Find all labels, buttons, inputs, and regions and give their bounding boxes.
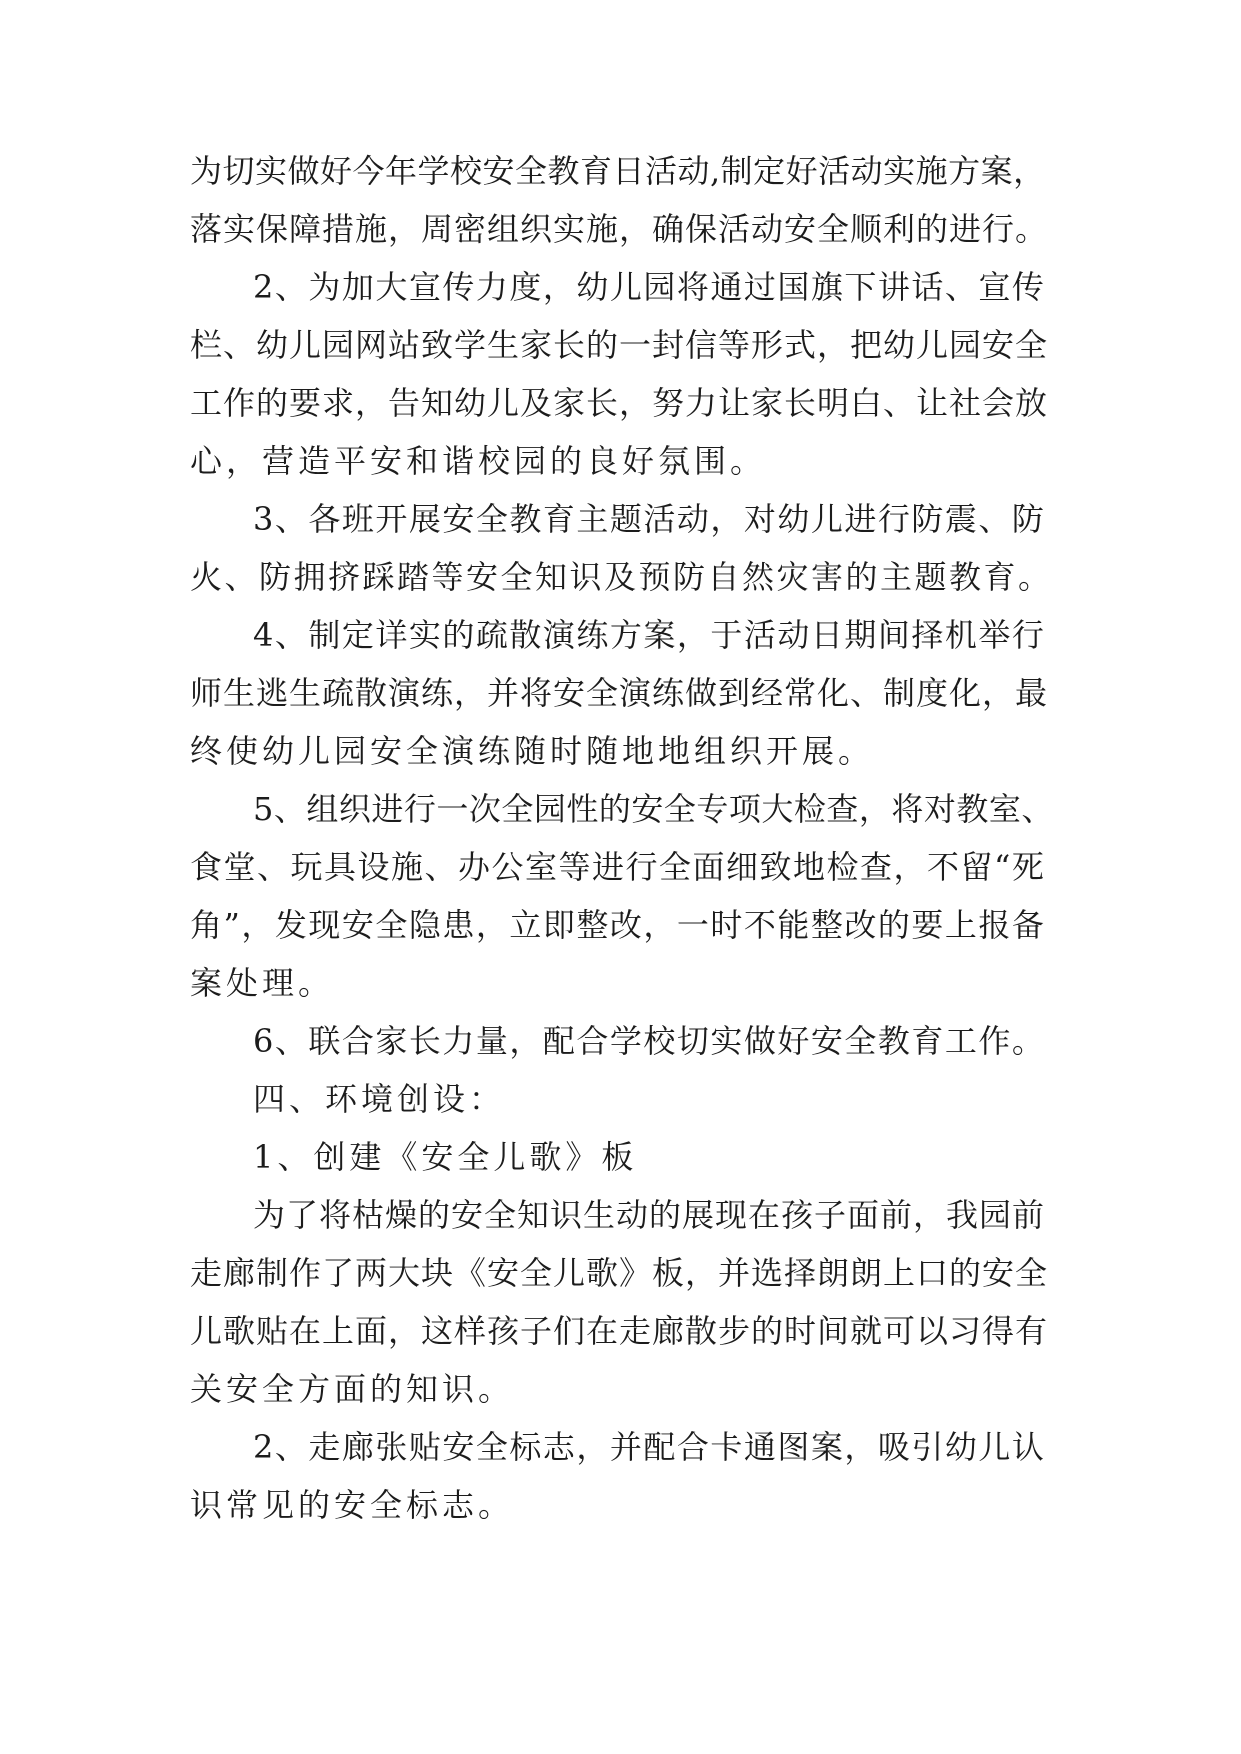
- text-line: 工作的要求，告知幼儿及家长，努力让家长明白、让社会放: [190, 384, 1049, 422]
- text-line: 3、各班开展安全教育主题活动，对幼儿进行防震、防: [253, 500, 1046, 538]
- text-line: 儿歌贴在上面，这样孩子们在走廊散步的时间就可以习得有: [190, 1312, 1049, 1350]
- text-line: 师生逃生疏散演练，并将安全演练做到经常化、制度化，最: [190, 674, 1049, 712]
- text-line: 心，营造平安和谐校园的良好氛围。: [190, 442, 767, 480]
- text-line: 1、创建《安全儿歌》板: [253, 1138, 638, 1176]
- text-line: 为切实做好今年学校安全教育日活动,制定好活动实施方案，: [190, 152, 1046, 190]
- section-heading: 四、环境创设：: [253, 1080, 506, 1118]
- text-line: 落实保障措施，周密组织实施，确保活动安全顺利的进行。: [190, 210, 1049, 248]
- text-line: 食堂、玩具设施、办公室等进行全面细致地检查，不留“死: [190, 848, 1046, 886]
- text-line: 2、走廊张贴安全标志，并配合卡通图案，吸引幼儿认: [253, 1428, 1046, 1466]
- text-line: 关安全方面的知识。: [190, 1370, 515, 1408]
- text-line: 5、组织进行一次全园性的安全专项大检查，将对教室、: [253, 790, 1054, 828]
- text-line: 栏、幼儿园网站致学生家长的一封信等形式，把幼儿园安全: [190, 326, 1049, 364]
- text-line: 2、为加大宣传力度，幼儿园将通过国旗下讲话、宣传: [253, 268, 1046, 306]
- text-line: 角”，发现安全隐患，立即整改，一时不能整改的要上报备: [190, 906, 1046, 944]
- text-line: 4、制定详实的疏散演练方案，于活动日期间择机举行: [253, 616, 1046, 654]
- text-line: 6、联合家长力量，配合学校切实做好安全教育工作。: [253, 1022, 1046, 1060]
- text-line: 识常见的安全标志。: [190, 1486, 515, 1524]
- text-line: 为了将枯燥的安全知识生动的展现在孩子面前，我园前: [253, 1196, 1046, 1234]
- text-line: 终使幼儿园安全演练随时随地地组织开展。: [190, 732, 875, 770]
- text-line: 火、防拥挤踩踏等安全知识及预防自然灾害的主题教育。: [190, 558, 1053, 596]
- text-line: 走廊制作了两大块《安全儿歌》板，并选择朗朗上口的安全: [190, 1254, 1049, 1292]
- text-line: 案处理。: [190, 964, 335, 1002]
